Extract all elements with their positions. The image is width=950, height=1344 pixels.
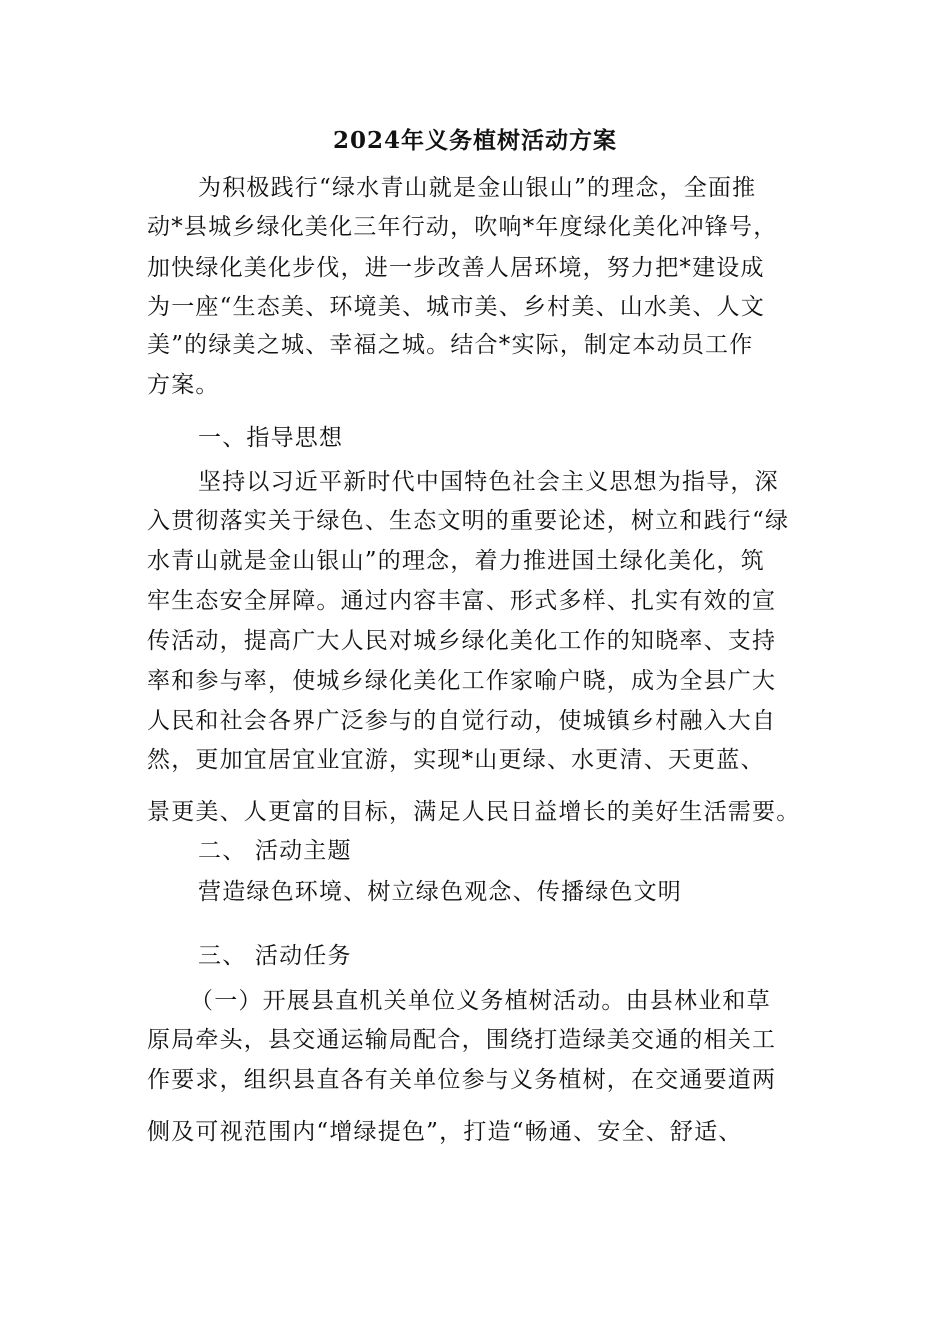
- section3-line-2: 原局牵头，县交通运输局配合，围绕打造绿美交通的相关工: [147, 1027, 777, 1053]
- section-heading-activity-tasks: 三、 活动任务: [198, 943, 352, 969]
- section3-line-1: （一）开展县直机关单位义务植树活动。由县林业和草: [190, 988, 771, 1014]
- section1-line-4: 牢生态安全屏障。通过内容丰富、形式多样、扎实有效的宣: [147, 588, 777, 614]
- section1-line-3: 水青山就是金山银山”的理念，着力推进国土绿化美化，筑: [147, 548, 765, 574]
- document-title: 2024年义务植树活动方案: [332, 127, 617, 154]
- intro-line-2: 动*县城乡绿化美化三年行动，吹响*年度绿化美化冲锋号，: [147, 214, 778, 240]
- section1-line-7: 人民和社会各界广泛参与的自觉行动，使城镇乡村融入大自: [147, 708, 777, 734]
- section-heading-activity-theme: 二、 活动主题: [198, 838, 352, 864]
- section1-line-2: 入贯彻落实关于绿色、生态文明的重要论述，树立和践行“绿: [147, 508, 790, 534]
- section1-line-9: 景更美、人更富的目标，满足人民日益增长的美好生活需要。: [147, 799, 801, 825]
- section1-line-6: 率和参与率，使城乡绿化美化工作家喻户晓，成为全县广大: [147, 668, 777, 694]
- section1-line-1: 坚持以习近平新时代中国特色社会主义思想为指导，深: [198, 469, 779, 495]
- intro-line-3: 加快绿化美化步伐，进一步改善人居环境，努力把*建设成: [147, 255, 765, 281]
- section-heading-guiding-thought: 一、指导思想: [198, 425, 344, 451]
- section1-line-8: 然，更加宜居宜业宜游，实现*山更绿、水更清、天更蓝、: [147, 747, 765, 773]
- section2-theme-line: 营造绿色环境、树立绿色观念、传播绿色文明: [198, 879, 682, 905]
- intro-line-5: 美”的绿美之城、幸福之城。结合*实际，制定本动员工作: [147, 332, 754, 358]
- intro-line-6: 方案。: [147, 372, 220, 398]
- intro-line-1: 为积极践行“绿水青山就是金山银山”的理念，全面推: [198, 175, 757, 201]
- section3-line-3: 作要求，组织县直各有关单位参与义务植树，在交通要道两: [147, 1067, 777, 1093]
- intro-line-4: 为一座“生态美、环境美、城市美、乡村美、山水美、人文: [147, 294, 765, 320]
- section1-line-5: 传活动，提高广大人民对城乡绿化美化工作的知晓率、支持: [147, 628, 777, 654]
- section3-line-4: 侧及可视范围内“增绿提色”，打造“畅通、安全、舒适、: [147, 1119, 743, 1145]
